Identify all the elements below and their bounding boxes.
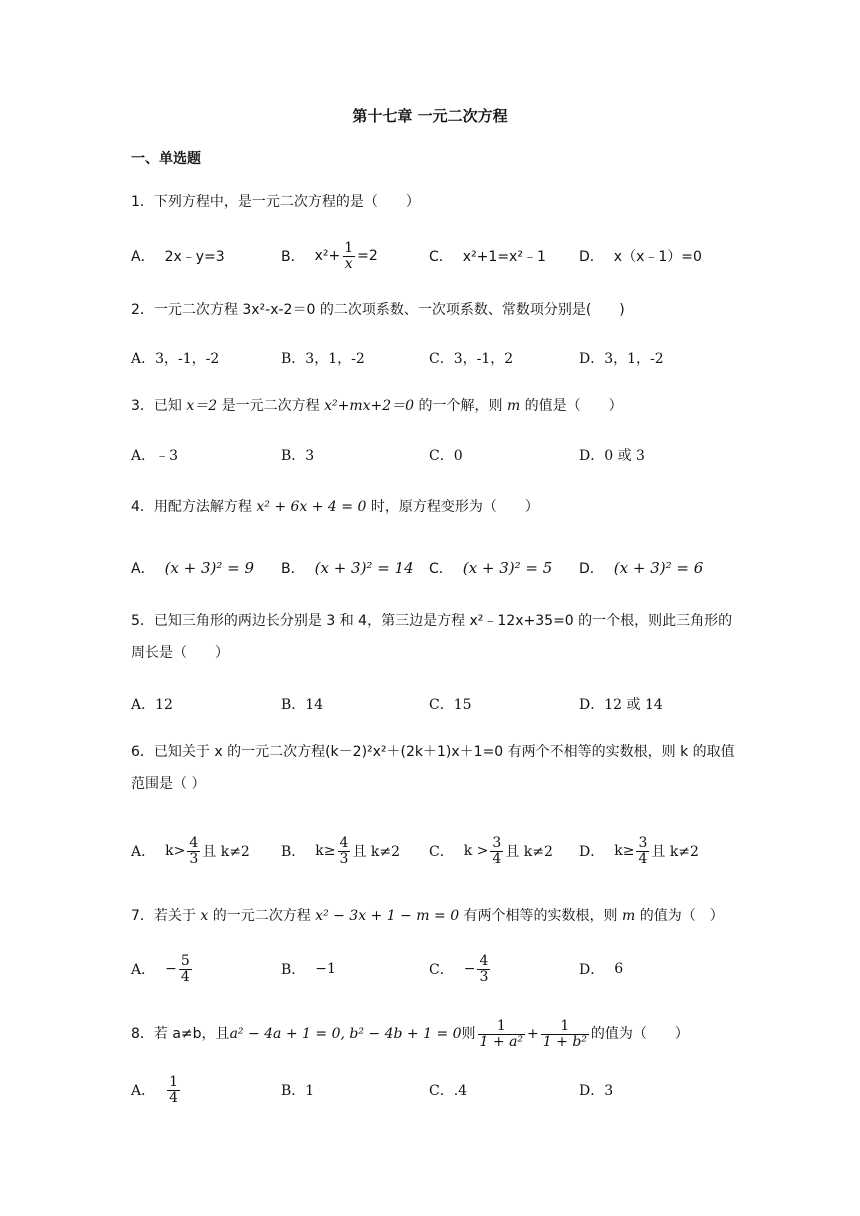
fraction: $\frac{1}{\text{1 + b²}}$: [542, 1017, 587, 1050]
option-d: D． (x + 3)² = 6: [579, 559, 704, 577]
option-a: A．12: [131, 697, 173, 713]
question-8-stem: 8．若 a≠b，且 a² − 4a + 1 = 0, b² − 4b + 1 = 0 则 $\frac{1}{\text{1 + a²}}$ + $\frac{1}{\text{1 + b²}}$ 的值为（ ）: [131, 1017, 689, 1050]
fraction: $\frac{3}{4}$: [638, 834, 648, 867]
option-b: B． x²+ $\frac{1}{x}$ =2: [281, 239, 378, 272]
question-1-stem: 1．下列方程中，是一元二次方程的是（ ）: [131, 194, 420, 210]
question-5-stem: 5．已知三角形的两边长分别是 3 和 4，第三边是方程 x²﹣12x+35=0 的一个根，则此三角形的周长是（ ）: [131, 613, 733, 661]
question-6-options: [131, 831, 751, 871]
option-d: D． x（x﹣1）=0: [579, 249, 702, 265]
option-a: A． − $\frac{5}{4}$: [131, 952, 190, 985]
option-a: A． (x + 3)² = 9: [131, 559, 255, 577]
question-3-options: [131, 435, 751, 475]
option-d: D． k≥ $\frac{3}{4}$ 且 k≠2: [579, 834, 699, 867]
question-3-stem: 3．已知 x＝2 是一元二次方程 x²+mx+2＝0 的一个解，则 m 的值是（ ）: [131, 398, 623, 414]
option-c: C．15: [429, 697, 472, 713]
option-c: C．.4: [429, 1083, 468, 1099]
option-b: B． k≥ $\frac{4}{3}$ 且 k≠2: [281, 834, 401, 867]
option-a: A． 2x﹣y=3: [131, 249, 225, 265]
option-c: C． k > $\frac{3}{4}$ 且 k≠2: [429, 834, 553, 867]
option-d: D．0 或 3: [579, 448, 645, 464]
option-a: A． k> $\frac{4}{3}$ 且 k≠2: [131, 834, 250, 867]
question-8-options: [131, 1070, 751, 1110]
fraction: $\frac{1}{\text{1 + a²}}$: [479, 1017, 524, 1050]
question-1-options: [131, 236, 751, 276]
fraction: $\frac{4}{3}$: [189, 834, 199, 867]
fraction: $\frac{1}{x}$: [344, 239, 354, 272]
fraction: $\frac{5}{4}$: [180, 952, 190, 985]
fraction: $\frac{1}{4}$: [169, 1073, 179, 1106]
option-a: A．3，-1，-2: [131, 351, 220, 367]
option-c: C． − $\frac{4}{3}$: [429, 952, 489, 985]
option-b: B．1: [281, 1083, 315, 1099]
option-b: B．3，1，-2: [281, 351, 365, 367]
fraction: $\frac{3}{4}$: [492, 834, 502, 867]
question-7-options: [131, 949, 751, 989]
option-d: D．3，1，-2: [579, 351, 664, 367]
option-b: B．3: [281, 448, 315, 464]
option-c: C．0: [429, 448, 463, 464]
option-c: C． (x + 3)² = 5: [429, 559, 553, 577]
question-4-stem: 4．用配方法解方程 x² + 6x + 4 = 0 时，原方程变形为（ ）: [131, 499, 539, 515]
question-2-stem: 2．一元二次方程 3x²-x-2＝0 的二次项系数、一次项系数、常数项分别是( ): [131, 302, 625, 318]
chapter-title: 第十七章 一元二次方程: [352, 107, 508, 125]
option-b: B．14: [281, 697, 324, 713]
question-6-stem: 6．已知关于 x 的一元二次方程(k－2)²x²＋(2k＋1)x＋1=0 有两个不相等的实数根，则 k 的取值范围是（ ）: [131, 744, 735, 792]
option-d: D．3: [579, 1083, 614, 1099]
option-a: A．﹣3: [131, 448, 179, 464]
fraction: $\frac{4}{3}$: [339, 834, 349, 867]
option-c: C． x²+1=x²﹣1: [429, 249, 546, 265]
option-d: D．12 或 14: [579, 697, 663, 713]
option-b: B． (x + 3)² = 14: [281, 559, 414, 577]
option-b: B． −1: [281, 961, 336, 978]
question-5-options: [131, 684, 751, 724]
section-heading: 一、单选题: [131, 151, 201, 167]
option-d: D． 6: [579, 961, 624, 978]
option-c: C．3，-1，2: [429, 351, 514, 367]
question-4-options: [131, 548, 751, 588]
question-2-options: [131, 338, 751, 378]
option-a: A． $\frac{1}{4}$: [131, 1073, 179, 1106]
fraction: $\frac{4}{3}$: [479, 952, 489, 985]
question-7-stem: 7．若关于 x 的一元二次方程 x² − 3x + 1 − m = 0 有两个相等的实数根，则 m 的值为（ ）: [131, 908, 724, 924]
